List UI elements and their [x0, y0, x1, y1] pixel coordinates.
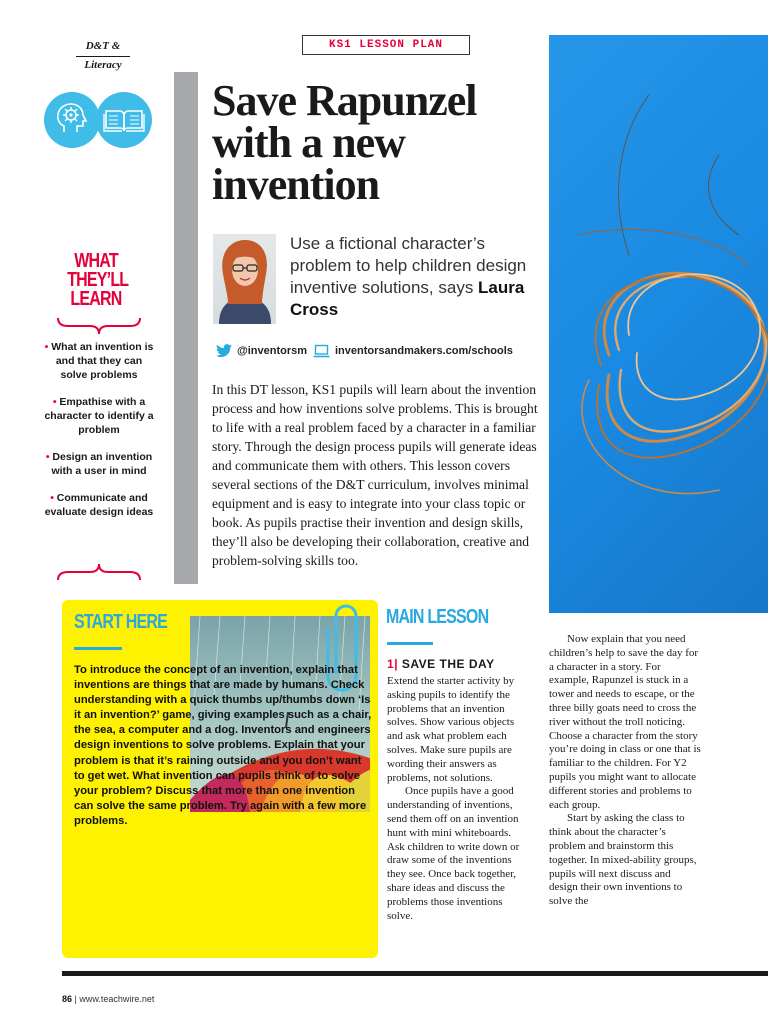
page-number: 86 [62, 994, 73, 1004]
list-item: • What an invention is and that they can solve problems [44, 341, 154, 381]
main-lesson-title: MAIN LESSON [386, 606, 489, 628]
footer-site[interactable]: www.teachwire.net [79, 994, 155, 1004]
author-photo [213, 234, 276, 324]
open-book-icon [96, 92, 152, 148]
footer: 86 | www.teachwire.net [62, 994, 155, 1004]
twitter-handle[interactable] [216, 343, 307, 359]
headline [212, 76, 542, 209]
main-lesson-column-1 [387, 675, 529, 923]
brain-gear-icon [44, 92, 100, 148]
body-paragraph: Once pupils have a good understanding of inventions, send them off on an invention hunt with mini whiteboards. Ask children to write down or draw some of the inventions they see. Once back together, share ideas and discuss the problems those inventions solve. [387, 785, 520, 922]
section-line-1: D&T & [85, 40, 121, 52]
twitter-icon [216, 344, 232, 358]
kicker-label: KS1 LESSON PLAN [302, 35, 470, 55]
headline-line-1: Save Rapunzel [212, 76, 477, 125]
learn-title [67, 250, 129, 310]
body-paragraph: Now explain that you need children’s help to save the day for a character in a story. For example, Rapunzel is stuck in a tower and needs to escape, or the three billy goats need to cross the river without the troll noticing. Choose a character from the story you’re doing in class or one that is familiar to the children. For Y2 pupils you might want to allocate different stories and problems to each group. [549, 633, 701, 811]
footer-rule [62, 971, 768, 976]
website-link-text: inventorsandmakers.com/schools [335, 345, 513, 357]
learn-item-text: Design an invention with a user in mind [51, 451, 153, 477]
learn-item-text: Empathise with a character to identify a problem [44, 396, 154, 436]
step-number: 1 [387, 657, 395, 671]
website-link[interactable] [313, 343, 513, 359]
step-heading: 1| SAVE THE DAY [387, 657, 495, 671]
accent-bar [174, 72, 198, 584]
start-here-body: To introduce the concept of an invention, explain that inventions are things that are made by humans. Check understanding with a quick thumbs up/thumbs down ‘Is it an invention?’ game, giving examples such as a chair, the sea, a computer and a dog. Inventors and engineers design inventions to solve problems. Explain that your problem is that it’s raining outside and you don’t want to get wet. What invention can pupils think of to solve your problem? Discuss that more than one invention can solve the same problem. Try again with a few more problems. [74, 664, 372, 827]
laptop-icon [313, 344, 330, 358]
body-paragraph: Start by asking the class to think about the character’s problem and brainstorm this together. In mixed-ability groups, pupils will next discuss and design their own inventions to solve the [549, 812, 697, 908]
list-item: • Communicate and evaluate design ideas [44, 492, 154, 518]
section-line-2: Literacy [84, 59, 122, 71]
learn-title-line-3: LEARN [70, 288, 122, 310]
learn-title-line-2: THEY’LL [67, 269, 129, 291]
step-title: SAVE THE DAY [401, 657, 495, 671]
top-brace [56, 314, 142, 334]
learn-list [44, 340, 154, 532]
main-lesson-column-2 [549, 633, 701, 909]
standfirst [290, 233, 530, 321]
twitter-handle-text: @inventorsm [237, 345, 308, 357]
learn-title-line-1: WHAT [74, 250, 118, 272]
headline-line-3: invention [212, 160, 380, 209]
main-lesson-rule [387, 642, 433, 645]
learn-item-text: What an invention is and that they can solve problems [51, 341, 154, 381]
body-paragraph: Extend the starter activity by asking pupils to identify the problems that an invention solves. Show various objects and ask what problem each solves. Make sure pupils are wording their answers as problems, not solutions. [387, 675, 515, 784]
start-here-rule [74, 647, 122, 650]
list-item: • Design an invention with a user in mind [45, 451, 153, 477]
intro-paragraph: In this DT lesson, KS1 pupils will learn about the invention process and how inventions solve problems. This is brought to life with a real problem faced by a character in a familiar story. Through the design process pupils will generate ideas and communicate them with others. This lesson covers several sections of the D&T curriculum, involves minimal equipment and is easy to integrate into your class topic or book. As pupils practise their invention and design skills, they’ll also be developing their collaboration, creative and problem-solving skills too. [212, 382, 538, 568]
section-tag [58, 38, 148, 73]
hair-photo [549, 35, 768, 613]
bottom-brace [56, 564, 142, 584]
list-item: • Empathise with a character to identify a problem [44, 396, 154, 436]
headline-line-2: with a new [212, 118, 405, 167]
standfirst-text: Use a fictional character’s problem to help children design inventive solutions, says [290, 234, 527, 297]
learn-item-text: Communicate and evaluate design ideas [44, 492, 154, 518]
start-here-title: START HERE [74, 611, 168, 633]
start-here-text [74, 663, 372, 829]
author-name: Laura Cross [290, 278, 525, 319]
